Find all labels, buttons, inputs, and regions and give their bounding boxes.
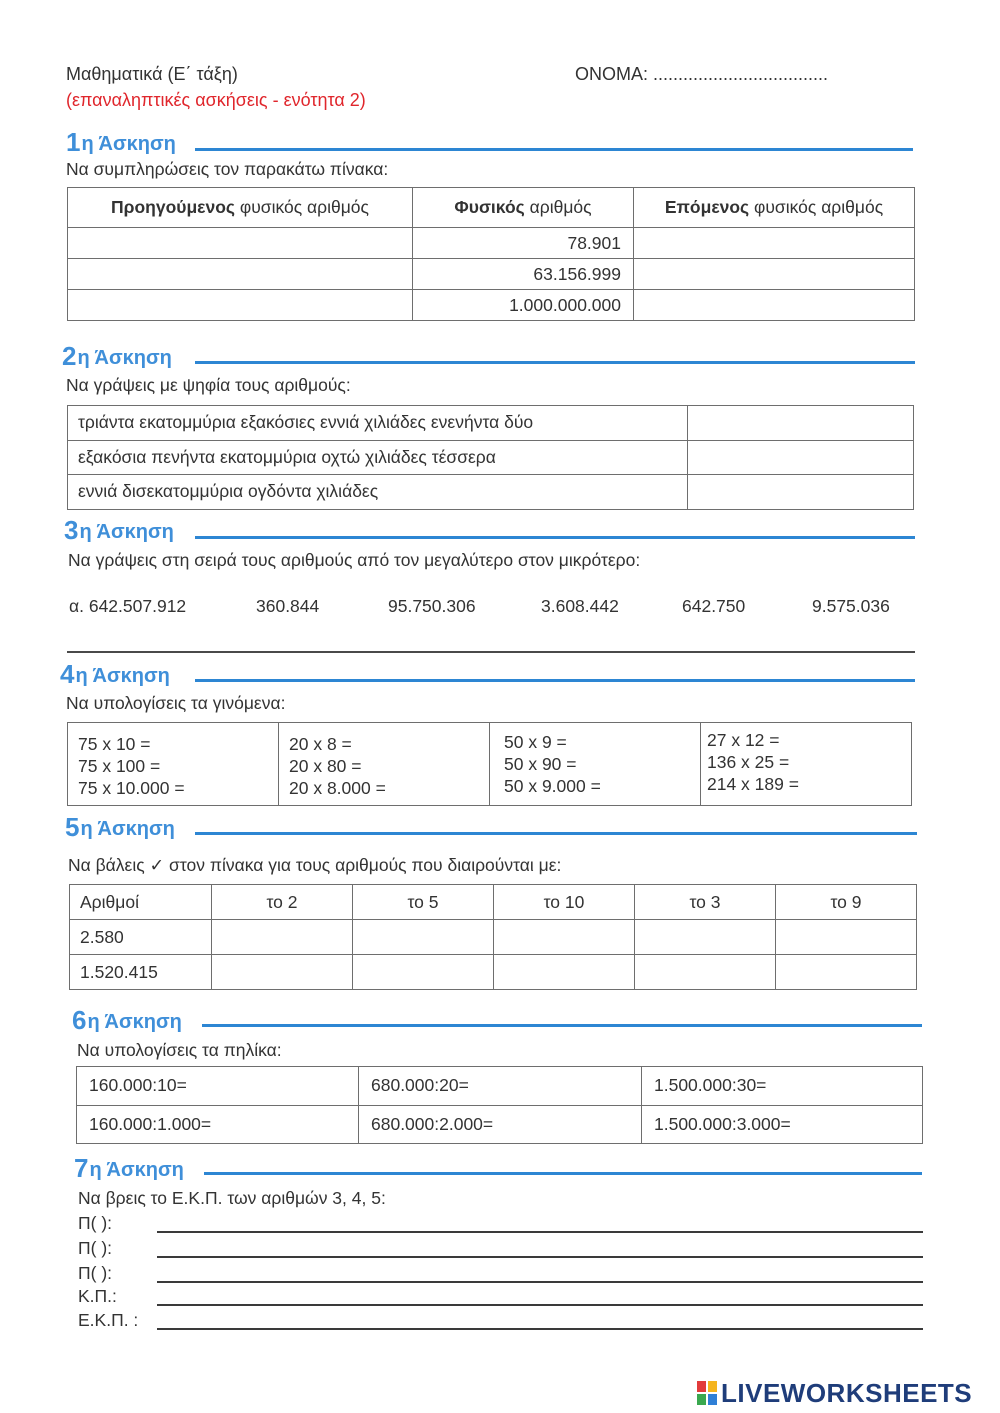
header-number: Φυσικός αριθμός: [413, 188, 634, 228]
exercise-label: η Άσκηση: [89, 1159, 184, 1181]
products-table: [67, 722, 912, 806]
sequence-number: α. 642.507.912: [69, 596, 187, 616]
header-div-10: το 10: [494, 885, 635, 920]
title-underline: [195, 361, 915, 364]
row-number: 2.580: [70, 920, 212, 955]
quotient-cell[interactable]: 680.000:20=: [359, 1067, 642, 1106]
product-expression: 20 x 80 =: [289, 756, 362, 776]
answer-cell[interactable]: [68, 290, 413, 321]
title-underline: [195, 832, 917, 835]
exercise-2-title: [62, 341, 172, 371]
header-div-2: το 2: [212, 885, 353, 920]
exercise-number: 6: [72, 1005, 87, 1035]
answer-line[interactable]: [157, 1304, 923, 1306]
logo-icon: [697, 1381, 719, 1407]
quotient-cell[interactable]: 1.500.000:30=: [642, 1067, 923, 1106]
check-cell[interactable]: [494, 920, 635, 955]
exercise-label: η Άσκηση: [79, 521, 174, 543]
products-cell[interactable]: [279, 723, 490, 806]
answer-cell[interactable]: [688, 475, 914, 510]
exercise-6-instruction: Να υπολογίσεις τα πηλίκα:: [77, 1040, 282, 1060]
lcm-label: Ε.Κ.Π. :: [78, 1310, 139, 1330]
answer-cell[interactable]: [634, 290, 915, 321]
multiples-label: Π( ):: [78, 1263, 113, 1283]
sequence-number: 3.608.442: [541, 596, 619, 616]
product-expression: 75 x 100 =: [78, 756, 161, 776]
product-expression: 136 x 25 =: [707, 752, 790, 772]
exercise-label: η Άσκηση: [77, 347, 172, 369]
exercise-3-instruction: Να γράψεις στη σειρά τους αριθμούς από τον μεγαλύτερο στον μικρότερο:: [68, 550, 641, 570]
exercise-7-title: [74, 1153, 184, 1183]
number-in-words: εξακόσια πενήντα εκατομμύρια οχτώ χιλιάδες τέσσερα: [68, 440, 688, 475]
successor-table: [67, 187, 915, 321]
product-expression: 75 x 10 =: [78, 734, 151, 754]
title-underline: [195, 679, 915, 682]
words-to-digits-table: [67, 405, 914, 510]
multiples-label: Π( ):: [78, 1238, 113, 1258]
product-expression: 27 x 12 =: [707, 730, 780, 750]
answer-cell[interactable]: [68, 228, 413, 259]
header-numbers: Αριθμοί: [70, 885, 212, 920]
exercise-number: 3: [64, 515, 79, 545]
product-expression: 50 x 9.000 =: [504, 776, 601, 796]
quotient-cell[interactable]: 160.000:10=: [77, 1067, 359, 1106]
answer-line[interactable]: [157, 1328, 923, 1330]
title-underline: [195, 536, 915, 539]
exercise-number: 7: [74, 1153, 89, 1183]
check-cell[interactable]: [494, 955, 635, 990]
header-div-9: το 9: [776, 885, 917, 920]
product-expression: 50 x 9 =: [504, 732, 567, 752]
number-in-words: τριάντα εκατομμύρια εξακόσιες εννιά χιλιάδες ενενήντα δύο: [68, 406, 688, 441]
exercise-1-title: [66, 127, 176, 157]
exercise-label: η Άσκηση: [81, 133, 176, 155]
header-div-5: το 5: [353, 885, 494, 920]
exercise-1-instruction: Να συμπληρώσεις τον παρακάτω πίνακα:: [66, 159, 389, 179]
header-previous: Προηγούμενος φυσικός αριθμός: [68, 188, 413, 228]
title-underline: [202, 1024, 922, 1027]
product-expression: 20 x 8.000 =: [289, 778, 386, 798]
answer-cell[interactable]: [688, 440, 914, 475]
exercise-3-title: [64, 515, 174, 545]
row-number: 1.520.415: [70, 955, 212, 990]
check-cell[interactable]: [776, 920, 917, 955]
sequence-number: 9.575.036: [812, 596, 890, 616]
number-cell: 78.901: [413, 228, 634, 259]
quotients-table: [76, 1066, 923, 1144]
check-cell[interactable]: [635, 920, 776, 955]
exercise-7-instruction: Να βρεις το Ε.Κ.Π. των αριθμών 3, 4, 5:: [78, 1188, 386, 1208]
products-cell[interactable]: [490, 723, 701, 806]
exercise-4-title: [60, 659, 170, 689]
number-cell: 1.000.000.000: [413, 290, 634, 321]
exercise-label: η Άσκηση: [87, 1011, 182, 1033]
exercise-number: 5: [65, 812, 80, 842]
quotient-cell[interactable]: 1.500.000:3.000=: [642, 1105, 923, 1144]
answer-cell[interactable]: [68, 259, 413, 290]
check-cell[interactable]: [635, 955, 776, 990]
sequence-number: 95.750.306: [388, 596, 476, 616]
name-field[interactable]: ΟΝΟΜΑ: ...................................: [575, 64, 829, 84]
sequence-number: 642.750: [682, 596, 746, 616]
number-cell: 63.156.999: [413, 259, 634, 290]
product-expression: 214 x 189 =: [707, 774, 799, 794]
title-underline: [195, 148, 913, 151]
subtitle: (επαναληπτικές ασκήσεις - ενότητα 2): [66, 90, 366, 110]
check-cell[interactable]: [776, 955, 917, 990]
quotient-cell[interactable]: 160.000:1.000=: [77, 1105, 359, 1144]
product-expression: 75 x 10.000 =: [78, 778, 185, 798]
exercise-5-instruction: Να βάλεις ✓ στον πίνακα για τους αριθμούς που διαιρούνται με:: [68, 855, 562, 875]
products-cell[interactable]: [701, 723, 912, 806]
sequence-number: 360.844: [256, 596, 320, 616]
product-expression: 50 x 90 =: [504, 754, 577, 774]
answer-line[interactable]: [157, 1231, 923, 1233]
exercise-4-instruction: Να υπολογίσεις τα γινόμενα:: [66, 693, 286, 713]
exercise-number: 1: [66, 127, 81, 157]
multiples-label: Π( ):: [78, 1213, 113, 1233]
product-expression: 20 x 8 =: [289, 734, 352, 754]
exercise-label: η Άσκηση: [75, 665, 170, 687]
answer-line[interactable]: [67, 651, 915, 653]
number-in-words: εννιά δισεκατομμύρια ογδόντα χιλιάδες: [68, 475, 688, 510]
header-div-3: το 3: [635, 885, 776, 920]
exercise-6-title: [72, 1005, 182, 1035]
answer-cell[interactable]: [634, 259, 915, 290]
answer-line[interactable]: [157, 1281, 923, 1283]
logo-text: LIVEWORKSHEETS: [721, 1378, 973, 1408]
answer-cell[interactable]: [634, 228, 915, 259]
exercise-label: η Άσκηση: [80, 818, 175, 840]
header-next: Επόμενος φυσικός αριθμός: [634, 188, 915, 228]
check-cell[interactable]: [212, 920, 353, 955]
exercise-number: 2: [62, 341, 77, 371]
products-cell[interactable]: [68, 723, 279, 806]
divisibility-table: [69, 884, 917, 990]
subject-title: Μαθηματικά (Ε΄ τάξη): [66, 64, 238, 84]
title-underline: [204, 1172, 922, 1175]
check-cell[interactable]: [353, 920, 494, 955]
exercise-5-title: [65, 812, 175, 842]
exercise-number: 4: [60, 659, 75, 689]
check-cell[interactable]: [353, 955, 494, 990]
common-multiples-label: Κ.Π.:: [78, 1286, 117, 1306]
answer-line[interactable]: [157, 1256, 923, 1258]
exercise-2-instruction: Να γράψεις με ψηφία τους αριθμούς:: [66, 375, 351, 395]
answer-cell[interactable]: [688, 406, 914, 441]
quotient-cell[interactable]: 680.000:2.000=: [359, 1105, 642, 1144]
liveworksheets-logo: [697, 1378, 972, 1409]
check-cell[interactable]: [212, 955, 353, 990]
